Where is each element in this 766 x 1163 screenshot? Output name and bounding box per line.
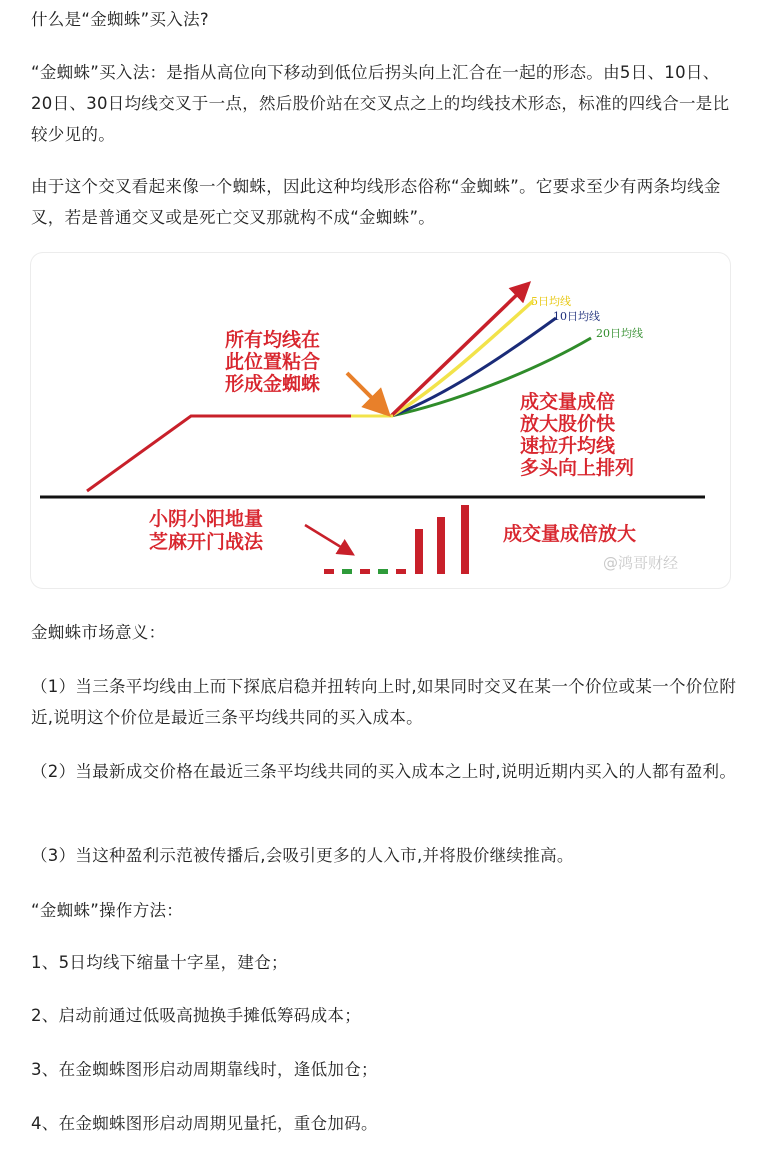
- method-item-2: 2、启动前通过低吸高抛换手摊低筹码成本；: [31, 1006, 361, 1025]
- volume-price-label-line1: 成交量成倍: [520, 391, 616, 413]
- volume-bar: [437, 517, 445, 574]
- volume-bar: [324, 569, 334, 574]
- diagram-canvas: [31, 253, 730, 588]
- ma20-label: 20日均线: [596, 327, 643, 340]
- volume-bar: [342, 569, 352, 574]
- small-candles-label-line1: 小阴小阳地量: [149, 508, 264, 530]
- volume-price-label-line2: 放大股价快: [520, 413, 616, 435]
- volume-price-label-line3: 速拉升均线: [520, 435, 616, 457]
- significance-title: 金蜘蛛市场意义：: [31, 623, 166, 642]
- method-item-3: 3、在金蜘蛛图形启动周期靠线时，逢低加仓；: [31, 1060, 378, 1079]
- golden-spider-diagram: [31, 253, 730, 588]
- volume-bar: [461, 505, 469, 574]
- volume-double-label: 成交量成倍放大: [503, 523, 637, 545]
- volume-bar: [378, 569, 388, 574]
- naming-paragraph: 由于这个交叉看起来像一个蜘蛛，因此这种均线形态俗称“金蜘蛛”。它要求至少有两条均线金叉，若是普通交叉或是死亡交叉那就构不成“金蜘蛛”。: [31, 177, 721, 227]
- significance-item-2: （2）当最新成交价格在最近三条平均线共同的买入成本之上时,说明近期内买入的人都有盈利。: [31, 762, 737, 781]
- price-line: [87, 416, 391, 491]
- article-heading: 什么是“金蜘蛛”买入法?: [31, 10, 209, 29]
- small-candles-label-line2: 芝麻开门战法: [149, 531, 264, 553]
- ma5-line: [391, 301, 533, 416]
- volume-bars: [324, 505, 469, 574]
- convergence-arrow: [347, 373, 383, 409]
- definition-paragraph: “金蜘蛛”买入法：是指从高位向下移动到低位后拐头向上汇合在一起的形态。由5日、10日、20日、30日均线交叉于一点，然后股价站在交叉点之上的均线技术形态，标准的四线合一是比较少见的。: [31, 63, 730, 144]
- ma10-label: 10日均线: [553, 310, 600, 323]
- convergence-label-line2: 此位置粘合: [225, 351, 321, 373]
- volume-bar: [396, 569, 406, 574]
- small-candles-arrow: [305, 525, 349, 552]
- ma5-label: 5日均线: [531, 295, 571, 308]
- volume-bar: [360, 569, 370, 574]
- method-item-1: 1、5日均线下缩量十字星，建仓；: [31, 953, 288, 972]
- volume-bar: [415, 529, 423, 574]
- method-title: “金蜘蛛”操作方法：: [31, 901, 184, 920]
- significance-item-1: （1）当三条平均线由上而下探底启稳并扭转向上时,如果同时交叉在某一个价位或某一个价位附近,说明这个价位是最近三条平均线共同的买入成本。: [31, 677, 737, 727]
- volume-price-label-line4: 多头向上排列: [520, 457, 635, 479]
- method-item-4: 4、在金蜘蛛图形启动周期见量托，重仓加码。: [31, 1114, 378, 1133]
- convergence-label-line1: 所有均线在: [225, 329, 321, 351]
- convergence-label-line3: 形成金蜘蛛: [225, 373, 321, 395]
- watermark: @鸿哥财经: [603, 554, 679, 572]
- significance-item-3: （3）当这种盈利示范被传播后,会吸引更多的人入市,并将股价继续推高。: [31, 846, 574, 865]
